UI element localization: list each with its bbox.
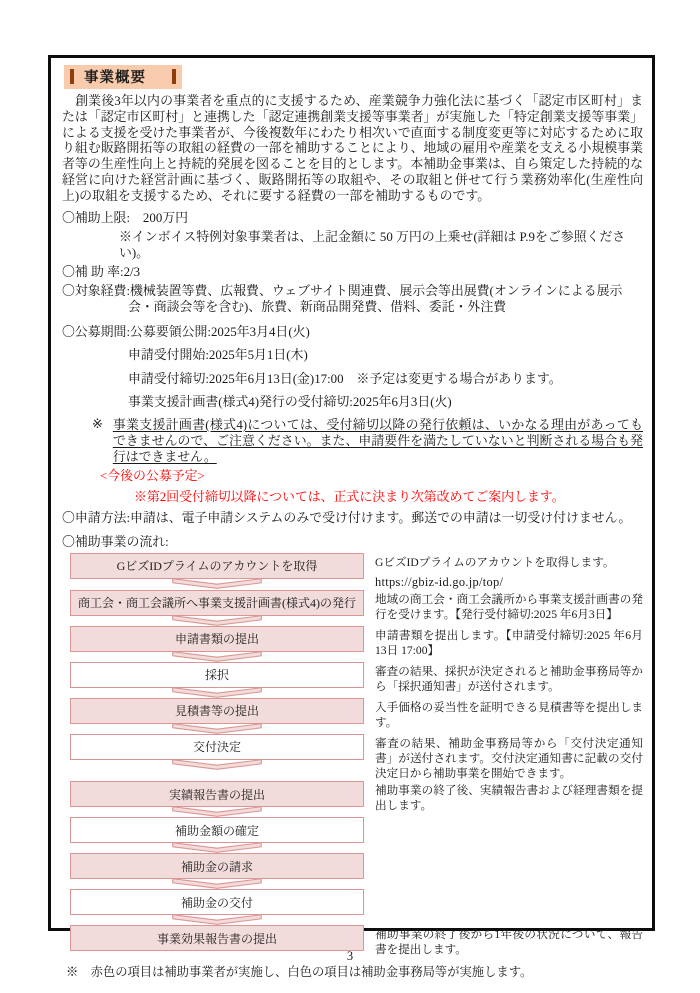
flow-step-row — [62, 889, 643, 925]
flow-step-row — [62, 590, 643, 626]
flow-step-label: 補助金の交付 — [180, 895, 253, 910]
flow-step-column — [62, 817, 374, 853]
flow-step-row — [62, 662, 643, 698]
header-left-bar-icon — [70, 69, 74, 84]
flow-step-note: GビズIDプライムのアカウントを取得します。 https://gbiz-id.go.jp/top/ — [374, 553, 643, 590]
application-period-block — [62, 324, 643, 410]
flow-step-row — [62, 781, 643, 817]
flow-step-label: GビズIDプライムのアカウントを取得 — [116, 559, 318, 574]
flow-step-row — [62, 734, 643, 781]
header-right-bar-icon — [172, 69, 176, 84]
flow-step-box — [70, 734, 364, 760]
flow-step-box — [70, 698, 364, 724]
subsidy-flow-chart — [62, 553, 643, 958]
content-frame — [48, 55, 655, 980]
flow-step-box — [70, 781, 364, 807]
flow-step-column — [62, 781, 374, 817]
flow-step-row — [62, 626, 643, 662]
section-title: 事業概要 — [84, 70, 146, 86]
flow-step-column — [62, 662, 374, 698]
flow-step-label: 商工会・商工会議所へ事業支援計画書(様式4)の発行 — [78, 596, 356, 611]
flow-step-box — [70, 925, 364, 951]
form4-caution — [62, 417, 643, 465]
chevron-down-icon — [172, 615, 262, 626]
flow-step-label: 採択 — [204, 668, 229, 683]
subsidy-limit: 〇補助上限: 200万円 — [62, 210, 189, 225]
eligible-expenses: 〇対象経費:機械装置等費、広報費、ウェブサイト関連費、展示会等出展費(オンラインによる展示会・商談会等を含む)、旅費、新商品開発費、借料、委託・外注費 — [62, 284, 623, 315]
flow-step-box — [70, 853, 364, 879]
flow-step-row — [62, 698, 643, 734]
flow-step-row — [62, 817, 643, 853]
chevron-down-icon — [172, 759, 262, 770]
flow-step-column — [62, 734, 374, 781]
flow-legend: ※ 赤色の項目は補助事業者が実施し、白色の項目は補助金事務局等が実施します。 — [66, 965, 533, 980]
chevron-down-icon — [172, 806, 262, 817]
flow-step-label: 交付決定 — [192, 740, 241, 755]
caution-text: 事業支援計画書(様式4)については、受付締切以降の発行依頼は、いかなる理由があってもできませんので、ご注意ください。また、申請要件を満たしていないと判断される場合も発行はできません。 — [112, 417, 643, 465]
chevron-down-icon — [172, 914, 262, 925]
chevron-down-icon — [172, 687, 262, 698]
overview-paragraph: 創業後3年以内の事業者を重点的に支援するため、産業競争力強化法に基づく「認定市区町村」または「認定市区町村」と連携した「認定連携創業支援等事業者」が実施した「特定創業支援等事業」による支援を受けた事業者が、今後複数年にわたり相次いで直面する制度変更等に対応するために取り組む販路開拓等の取組の経費の一部を補助することにより、地域の雇用や産業を支える小規模事業者等の生産性向上と持続的発展を図ることを目的とします。本補助金事業は、自ら策定した持続的な経営に向けた経営計画に基づく、販路開拓等の取組や、その取組と併せて行う業務効率化(生産性向上)の取組を支援するため、それに要する経費の一部を補助するものです。 — [62, 94, 643, 203]
period-label: 〇公募期間: — [62, 325, 131, 340]
flow-step-note: 補助事業の終了後から1年後の状況について、報告書を提出します。 — [375, 928, 643, 957]
period-deadline: 申請受付締切:2025年6月13日(金)17:00 ※予定は変更する場合があります。 — [128, 371, 562, 386]
period-start-date: 申請受付開始:2025年5月1日(木) — [128, 348, 308, 363]
flow-step-note: 入手価格の妥当性を証明できる見積書等を提出します。 — [375, 700, 643, 729]
flow-step-column — [62, 889, 374, 925]
flow-step-note — [374, 889, 643, 925]
flow-step-row — [62, 853, 643, 889]
subsidy-rate: 〇補 助 率:2/3 — [62, 264, 141, 279]
chevron-down-icon — [172, 878, 262, 889]
future-schedule-note: ※第2回受付締切以降については、正式に決まり次第改めてご案内します。 — [134, 490, 565, 505]
flow-step-box — [70, 662, 364, 688]
flow-step-note: 申請書類を提出します。【申請受付締切:2025 年6月13日 17:00】 — [375, 628, 643, 657]
flow-step-note: 補助事業の終了後、実績報告書および経理書類を提出します。 — [375, 784, 643, 813]
chevron-down-icon — [172, 723, 262, 734]
flow-step-label: 補助金の請求 — [180, 859, 253, 874]
invoice-special-note: ※インボイス特例対象事業者は、上記金額に 50 万円の上乗せ(詳細は P.9をご参照ください)。 — [119, 229, 626, 260]
flow-step-box — [70, 817, 364, 843]
application-method: 〇申請方法:申請は、電子申請システムのみで受け付けます。郵送での申請は一切受け付けません。 — [62, 511, 632, 526]
flow-step-column — [62, 590, 374, 626]
flow-step-row — [62, 553, 643, 590]
flow-step-box — [70, 590, 364, 616]
page-number: 3 — [346, 949, 354, 963]
flow-step-label: 事業効果報告書の提出 — [156, 931, 277, 946]
period-open-date: 公募要領公開:2025年3月4日(火) — [130, 325, 310, 340]
flow-step-note — [374, 853, 643, 889]
flow-step-column — [62, 626, 374, 662]
chevron-down-icon — [172, 651, 262, 662]
flow-step-label: 見積書等の提出 — [174, 704, 259, 719]
flow-section-label: 〇補助事業の流れ: — [62, 534, 169, 549]
section-header — [64, 65, 182, 89]
gbiz-url-link[interactable]: https://gbiz-id.go.jp/top/ — [375, 574, 504, 589]
flow-step-box — [70, 889, 364, 915]
flow-step-note: 地域の商工会・商工会議所から事業支援計画書の発行を受けます。【発行受付締切:2025 年6月3日】 — [375, 592, 643, 621]
flow-step-column — [62, 698, 374, 734]
chevron-down-icon — [172, 578, 262, 589]
flow-step-label: 実績報告書の提出 — [168, 787, 265, 802]
future-schedule-heading: <今後の公募予定> — [100, 469, 205, 484]
flow-step-box — [70, 626, 364, 652]
caution-mark: ※ — [92, 416, 103, 431]
flow-step-note: 審査の結果、補助金事務局等から「交付決定通知書」が送付されます。交付決定通知書に記載の交付決定日から補助事業を開始できます。 — [375, 736, 643, 781]
flow-step-note: 審査の結果、採択が決定されると補助金事務局等から「採択通知書」が送付されます。 — [375, 664, 643, 693]
flow-step-column — [62, 553, 374, 590]
flow-step-note — [374, 817, 643, 853]
period-line-1 — [62, 324, 643, 340]
plan-issue-deadline: 事業支援計画書(様式4)発行の受付締切:2025年6月3日(火) — [128, 394, 452, 409]
flow-step-label: 申請書類の提出 — [174, 632, 259, 647]
flow-step-box — [70, 553, 364, 579]
flow-step-column — [62, 853, 374, 889]
chevron-down-icon — [172, 842, 262, 853]
flow-step-label: 補助金額の確定 — [174, 823, 259, 838]
